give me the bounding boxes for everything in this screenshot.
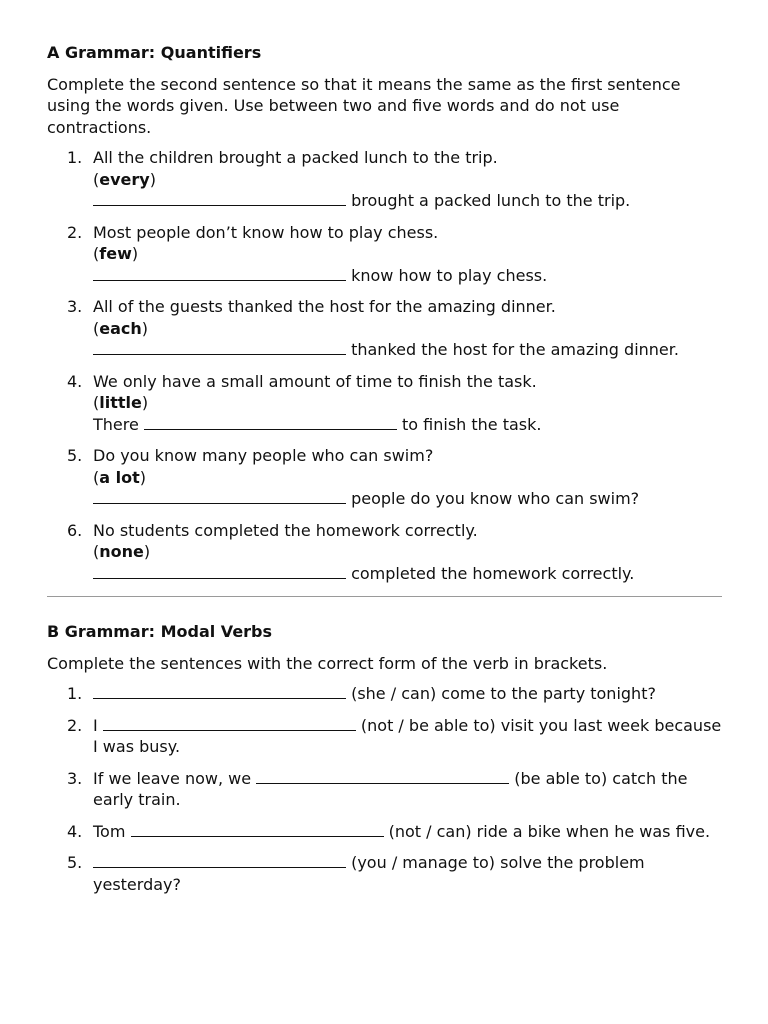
hint-word: every [99,169,150,189]
item-number: 3. [67,297,83,316]
answer-suffix: completed the homework correctly. [346,563,635,583]
answer-suffix: to finish the task. [396,414,542,434]
hint-line: (few) [93,244,139,263]
exercise-item [47,683,722,705]
answer-suffix: people do you know who can swim? [346,489,640,508]
original-sentence: Do you know many people who can swim? [93,446,434,465]
original-sentence: All the children brought a packed lunch to the trip. [93,148,498,167]
hint-line: (none) [93,542,151,561]
original-sentence: All of the guests thanked the host for the amazing dinner. [93,297,556,316]
section-instructions: Complete the sentences with the correct form of the verb in brackets. [47,653,608,673]
answer-suffix: (she / can) come to the party tonight? [346,684,656,703]
answer-blank[interactable] [144,414,397,430]
original-sentence: We only have a small amount of time to finish the task. [93,371,537,391]
hint-line: (a lot) [93,467,146,487]
answer-blank[interactable] [93,563,346,579]
exercise-item [47,821,722,843]
answer-suffix: brought a packed lunch to the trip. [346,191,631,210]
exercise-list [47,147,722,584]
answer-suffix: (you / manage to) solve the problem yesterday? [93,853,645,894]
answer-blank[interactable] [256,768,509,784]
exercise-item [47,520,722,585]
answer-prefix: There [93,414,144,434]
hint-line: (little) [93,393,149,412]
section-quantifiers [47,0,722,584]
item-number: 4. [67,821,83,841]
item-number: 4. [67,371,83,391]
section-instructions: Complete the second sentence so that it means the same as the first sentence using the words given. Use between two and five words and do not use contractions. [47,74,681,137]
exercise-list [47,683,722,895]
hint-line: (each) [93,318,149,338]
exercise-item [47,715,722,758]
answer-suffix: (not / be able to) visit you last week because I was busy. [93,715,722,756]
answer-line [93,339,722,361]
answer-prefix: I [93,715,103,735]
answer-suffix: (be able to) catch the early train. [93,768,688,809]
answer-prefix: If we leave now, we [93,768,257,788]
answer-suffix: thanked the host for the amazing dinner. [346,340,679,359]
original-sentence: Most people don’t know how to play chess. [93,222,439,242]
item-number: 5. [67,853,83,872]
answer-blank[interactable] [93,852,346,868]
answer-blank[interactable] [131,821,384,837]
item-number: 3. [67,768,83,788]
answer-line [93,488,722,510]
hint-word: little [99,393,142,412]
hint-word: none [99,542,144,561]
answer-blank[interactable] [93,683,346,699]
answer-suffix: know how to play chess. [346,265,548,285]
exercise-item [47,852,722,895]
item-number: 2. [67,715,83,735]
exercise-item [47,445,722,510]
hint-word: a lot [99,467,140,487]
answer-line [93,414,722,436]
exercise-item [47,296,722,361]
original-sentence: No students completed the homework correctly. [93,520,478,540]
answer-line [93,265,722,287]
section-modal-verbs [47,597,722,895]
item-number: 1. [67,148,83,167]
hint-word: few [99,244,132,263]
answer-line [93,563,722,585]
answer-blank[interactable] [103,715,356,731]
exercise-item [47,222,722,287]
item-number: 2. [67,222,83,242]
answer-line [93,190,722,212]
exercise-item [47,768,722,811]
hint-line: (every) [93,169,156,189]
item-number: 5. [67,446,83,465]
hint-word: each [99,318,142,338]
section-title: A Grammar: Quantifiers [47,43,262,62]
exercise-item [47,371,722,436]
section-title: B Grammar: Modal Verbs [47,622,273,641]
answer-prefix: Tom [93,821,131,841]
answer-blank[interactable] [93,488,346,504]
item-number: 6. [67,520,83,540]
answer-suffix: (not / can) ride a bike when he was five. [383,821,711,841]
answer-blank[interactable] [93,265,346,281]
answer-blank[interactable] [93,339,346,355]
exercise-item [47,147,722,212]
item-number: 1. [67,684,83,703]
answer-blank[interactable] [93,190,346,206]
